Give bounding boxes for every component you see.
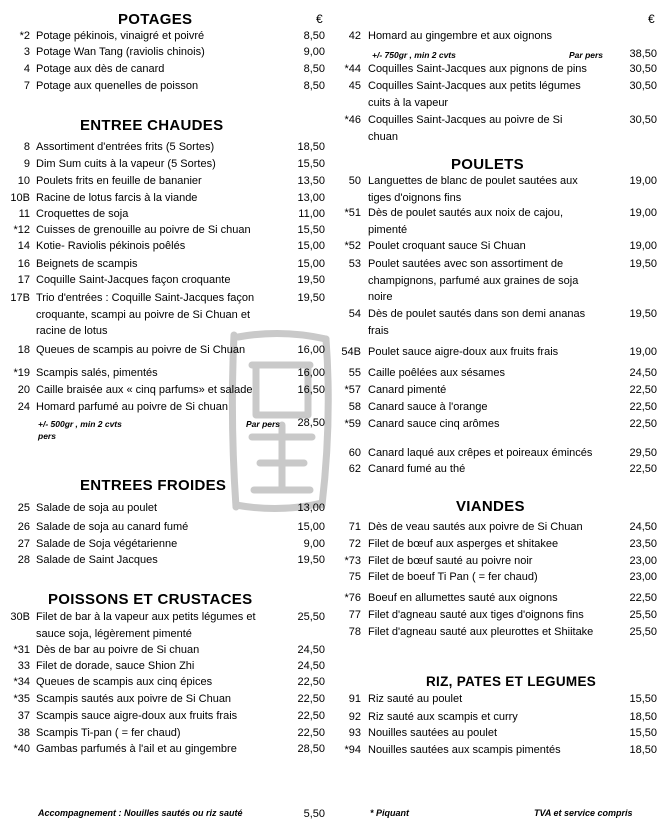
menu-item-price: 25,50 (297, 611, 325, 623)
menu-item-number: 93 (348, 727, 361, 739)
menu-item-number: *35 (13, 693, 30, 705)
menu-item-price: 16,50 (297, 384, 325, 396)
menu-item-name: Croquettes de soja (36, 208, 129, 220)
section-title-viandes: VIANDES (456, 498, 525, 515)
menu-item-number: *19 (13, 367, 30, 379)
menu-item-number: 62 (348, 463, 361, 475)
menu-item-price: 30,50 (629, 80, 657, 92)
menu-item-name: Riz sauté aux scampis et curry (368, 711, 518, 723)
menu-item-price: 19,00 (629, 346, 657, 358)
menu-item-name: Boeuf en allumettes sauté aux oignons (368, 592, 558, 604)
homard-note-pers: pers (38, 431, 56, 441)
menu-item-number: 14 (17, 240, 30, 252)
section-title-entrees-chaudes: ENTREE CHAUDES (80, 117, 224, 134)
menu-item-price: 24,50 (629, 521, 657, 533)
menu-item-number: 78 (348, 626, 361, 638)
menu-item-price: 8,50 (303, 30, 325, 42)
menu-item-price: 8,50 (303, 63, 325, 75)
menu-item-price: 28,50 (297, 743, 325, 755)
section-title-riz: RIZ, PATES ET LEGUMES (426, 674, 597, 689)
menu-item-name: Filet de bœuf aux asperges et shitakee (368, 538, 559, 550)
tva-footer: TVA et service compris (534, 808, 633, 818)
section-title-poissons: POISSONS ET CRUSTACES (48, 591, 253, 608)
menu-item-price: 22,50 (629, 384, 657, 396)
menu-item-price: 15,50 (629, 727, 657, 739)
menu-item-number: 28 (17, 554, 30, 566)
menu-item-price: 22,50 (297, 693, 325, 705)
menu-item-number: *31 (13, 644, 30, 656)
menu-item-name: Potage aux quenelles de poisson (36, 80, 199, 92)
menu-item-name: Scampis Ti-pan ( = fer chaud) (36, 727, 181, 739)
menu-item-number: *76 (344, 592, 361, 604)
menu-item-price: 13,00 (297, 192, 325, 204)
menu-item-price: 9,00 (303, 538, 325, 550)
menu-item-name: Homard au gingembre et aux oignons (368, 30, 553, 42)
homard-right-note-price: 38,50 (629, 48, 657, 60)
menu-item-number: 26 (17, 521, 30, 533)
section-title-potages: POTAGES (118, 11, 193, 28)
menu-item-price: 22,50 (297, 710, 325, 722)
menu-item-price: 16,00 (297, 344, 325, 356)
menu-item-name: Gambas parfumés à l'ail et au gingembre (36, 743, 237, 755)
menu-item-number: 38 (17, 727, 30, 739)
menu-item-name: Languettes de blanc de poulet sautées aux tiges d'oignons fins (368, 175, 578, 204)
homard-right-note: +/- 750gr , min 2 cvts (372, 50, 456, 60)
menu-item-name: Filet d'agneau sauté aux pleurottes et Shiitake (368, 626, 594, 638)
menu-item-price: 13,00 (297, 502, 325, 514)
menu-item-number: *94 (344, 744, 361, 756)
menu-item-price: 22,50 (629, 463, 657, 475)
menu-item-name: Dès de poulet sautés aux noix de cajou, pimenté (368, 207, 564, 236)
menu-item-name: Potage pékinois, vinaigré et poivré (36, 30, 205, 42)
menu-item-number: *57 (344, 384, 361, 396)
menu-item-name: Dès de poulet sautés dans son demi ananas frais (368, 308, 586, 337)
currency-symbol: € (316, 12, 323, 26)
menu-item-number: 30B (10, 611, 30, 623)
menu-item-number: 91 (348, 693, 361, 705)
menu-item-price: 22,50 (629, 418, 657, 430)
menu-item-name: Dès de veau sautés aux poivre de Si Chuan (368, 521, 583, 533)
menu-item-price: 24,50 (629, 367, 657, 379)
menu-item-number: 10B (10, 192, 30, 204)
menu-item-name: Queues de scampis aux cinq épices (36, 676, 213, 688)
menu-item-number: 17B (10, 292, 30, 304)
piquant-footer: * Piquant (370, 808, 410, 818)
menu-item-number: 54B (341, 346, 361, 358)
menu-item-name: Riz sauté au poulet (368, 693, 463, 705)
menu-item-name: Filet de boeuf Ti Pan ( = fer chaud) (368, 571, 538, 583)
menu-item-name: Dim Sum cuits à la vapeur (5 Sortes) (36, 158, 216, 170)
menu-item-number: *51 (344, 207, 361, 219)
menu-item-number: 33 (17, 660, 30, 672)
section-title-poulets: POULETS (451, 156, 524, 173)
menu-item-name: Homard parfumé au poivre de Si chuan (36, 401, 228, 413)
menu-item-price: 23,50 (629, 538, 657, 550)
menu-item-price: 24,50 (297, 644, 325, 656)
menu-item-name: Nouilles sautées aux scampis pimentés (368, 744, 561, 756)
accompagnement-footer: Accompagnement : Nouilles sautés ou riz sauté (38, 808, 243, 818)
menu-item-price: 22,50 (297, 727, 325, 739)
menu-item-number: 42 (348, 30, 361, 42)
menu-item-number: 71 (348, 521, 361, 533)
menu-item-price: 9,00 (303, 46, 325, 58)
menu-item-price: 23,00 (629, 571, 657, 583)
menu-item-number: *59 (344, 418, 361, 430)
menu-item-name: Salade de Saint Jacques (36, 554, 158, 566)
menu-item-name: Scampis sauce aigre-doux aux fruits frais (36, 710, 238, 722)
menu-item-price: 18,50 (629, 711, 657, 723)
menu-item-number: *44 (344, 63, 361, 75)
menu-item-number: 72 (348, 538, 361, 550)
menu-item-price: 11,00 (298, 208, 325, 220)
menu-item-number: 25 (17, 502, 30, 514)
menu-item-name: Coquille Saint-Jacques façon croquante (36, 274, 231, 286)
menu-item-price: 25,50 (629, 626, 657, 638)
menu-item-number: *52 (344, 240, 361, 252)
menu-item-name: Poulets frits en feuille de bananier (36, 175, 202, 187)
menu-item-name: Poulet sauce aigre-doux aux fruits frais (368, 346, 559, 358)
menu-item-name: Trio d'entrées : Coquille Saint-Jacques façon croquante, scampi au poivre de Si Chuan et racine de lotus (36, 292, 255, 337)
menu-item-name: Caille poêlées aux sésames (368, 367, 505, 379)
homard-right-note-per: Par pers (569, 50, 604, 60)
homard-note-per: Par pers (246, 419, 281, 429)
menu-item-price: 22,50 (629, 401, 657, 413)
menu-item-name: Scampis salés, pimentés (36, 367, 158, 379)
menu-item-number: *2 (19, 30, 30, 42)
menu-item-name: Dès de bar au poivre de Si chuan (36, 644, 200, 656)
menu-item-price: 19,00 (629, 175, 657, 187)
menu-item-price: 30,50 (629, 114, 657, 126)
menu-item-name: Filet d'agneau sauté aux tiges d'oignons fins (368, 609, 584, 621)
menu-item-price: 22,50 (297, 676, 325, 688)
menu-item-number: 75 (348, 571, 361, 583)
menu-item-number: 92 (348, 711, 361, 723)
section-title-entrees-froides: ENTREES FROIDES (80, 477, 227, 494)
menu-item-price: 15,00 (297, 521, 325, 533)
menu-item-price: 15,50 (297, 158, 325, 170)
menu-item-number: 53 (348, 258, 361, 270)
menu-item-number: 50 (348, 175, 361, 187)
menu-item-number: *46 (344, 114, 361, 126)
menu-item-price: 19,50 (629, 308, 657, 320)
menu-item-price: 8,50 (303, 80, 325, 92)
menu-item-name: Canard sauce à l'orange (368, 401, 488, 413)
menu-item-name: Filet de dorade, sauce Shion Zhi (36, 660, 195, 672)
accompagnement-price: 5,50 (303, 808, 325, 820)
menu-item-number: 11 (18, 208, 30, 220)
menu-item-name: Canard laqué aux crêpes et poireaux émincés (368, 447, 593, 459)
menu-item-price: 15,00 (297, 240, 325, 252)
menu-item-number: 37 (17, 710, 30, 722)
menu-item-name: Coquilles Saint-Jacques au poivre de Si chuan (368, 114, 563, 143)
menu-item-name: Filet de bœuf sauté au poivre noir (368, 555, 533, 567)
menu-item-price: 29,50 (629, 447, 657, 459)
menu-item-number: *12 (13, 224, 30, 236)
menu-item-name: Coquilles Saint-Jacques aux petits légumes cuits à la vapeur (368, 80, 581, 109)
menu-item-name: Queues de scampis au poivre de Si Chuan (36, 344, 246, 356)
menu-item-name: Poulet sautées avec son assortiment de champignons, parfumé aux graines de soja noire (368, 258, 579, 303)
menu-item-price: 19,50 (297, 554, 325, 566)
menu-item-price: 18,50 (629, 744, 657, 756)
menu-item-price: 22,50 (629, 592, 657, 604)
menu-item-price: 16,00 (297, 367, 325, 379)
menu-item-name: Kotie- Raviolis pékinois poêlés (36, 240, 186, 252)
menu-item-number: 3 (23, 46, 30, 58)
menu-item-name: Poulet croquant sauce Si Chuan (368, 240, 526, 252)
menu-item-price: 15,00 (297, 258, 325, 270)
menu-item-name: Coquilles Saint-Jacques aux pignons de pins (368, 63, 587, 75)
menu-item-price: 19,50 (629, 258, 657, 270)
menu-item-name: Cuisses de grenouille au poivre de Si chuan (36, 224, 251, 236)
menu-item-name: Caille braisée aux « cinq parfums» et salade (36, 384, 253, 396)
menu-item-number: 17 (17, 274, 30, 286)
menu-item-number: 60 (348, 447, 361, 459)
menu-item-number: 24 (17, 401, 30, 413)
menu-item-price: 18,50 (297, 141, 325, 153)
menu-item-number: 58 (348, 401, 361, 413)
menu-item-number: 55 (348, 367, 361, 379)
menu-item-name: Filet de bar à la vapeur aux petits légumes et sauce soja, légèrement pimenté (36, 611, 256, 640)
menu-item-number: 20 (17, 384, 30, 396)
currency-symbol-right: € (648, 12, 655, 26)
menu-item-number: 10 (17, 175, 30, 187)
menu-item-number: *34 (13, 676, 30, 688)
menu-item-name: Canard pimenté (368, 384, 447, 396)
menu-item-number: 45 (348, 80, 361, 92)
menu-item-number: 9 (23, 158, 30, 170)
menu-item-name: Racine de lotus farcis à la viande (36, 192, 198, 204)
menu-item-name: Canard fumé au thé (368, 463, 466, 475)
menu-item-number: 18 (17, 344, 30, 356)
menu-item-name: Canard sauce cinq arômes (368, 418, 500, 430)
menu-item-price: 25,50 (629, 609, 657, 621)
menu-item-price: 19,50 (297, 292, 325, 304)
menu-item-number: 16 (17, 258, 30, 270)
menu-item-name: Salade de soja au poulet (36, 502, 158, 514)
menu-item-name: Nouilles sautées au poulet (368, 727, 498, 739)
menu-item-name: Potage aux dès de canard (36, 63, 165, 75)
homard-note-price: 28,50 (297, 417, 325, 429)
menu-item-price: 13,50 (297, 175, 325, 187)
menu-item-number: 8 (23, 141, 30, 153)
menu-item-number: 77 (348, 609, 361, 621)
menu-item-name: Assortiment d'entrées frits (5 Sortes) (36, 141, 215, 153)
menu-item-number: 54 (348, 308, 361, 320)
menu-item-price: 19,50 (297, 274, 325, 286)
menu-item-number: 7 (23, 80, 30, 92)
menu-item-price: 15,50 (297, 224, 325, 236)
menu-item-name: Salade de soja au canard fumé (36, 521, 189, 533)
menu-item-price: 23,00 (629, 555, 657, 567)
menu-item-price: 19,00 (629, 240, 657, 252)
menu-item-price: 15,50 (629, 693, 657, 705)
menu-item-number: 27 (17, 538, 30, 550)
menu-item-number: *73 (344, 555, 361, 567)
menu-item-name: Potage Wan Tang (raviolis chinois) (36, 46, 205, 58)
menu-item-price: 19,00 (629, 207, 657, 219)
menu-item-price: 30,50 (629, 63, 657, 75)
homard-note: +/- 500gr , min 2 cvts (38, 419, 122, 429)
menu-item-number: 4 (23, 63, 30, 75)
menu-item-price: 24,50 (297, 660, 325, 672)
menu-item-name: Scampis sautés aux poivre de Si Chuan (36, 693, 232, 705)
menu-item-number: *40 (13, 743, 30, 755)
menu-item-name: Beignets de scampis (36, 258, 138, 270)
menu-item-name: Salade de Soja végétarienne (36, 538, 178, 550)
